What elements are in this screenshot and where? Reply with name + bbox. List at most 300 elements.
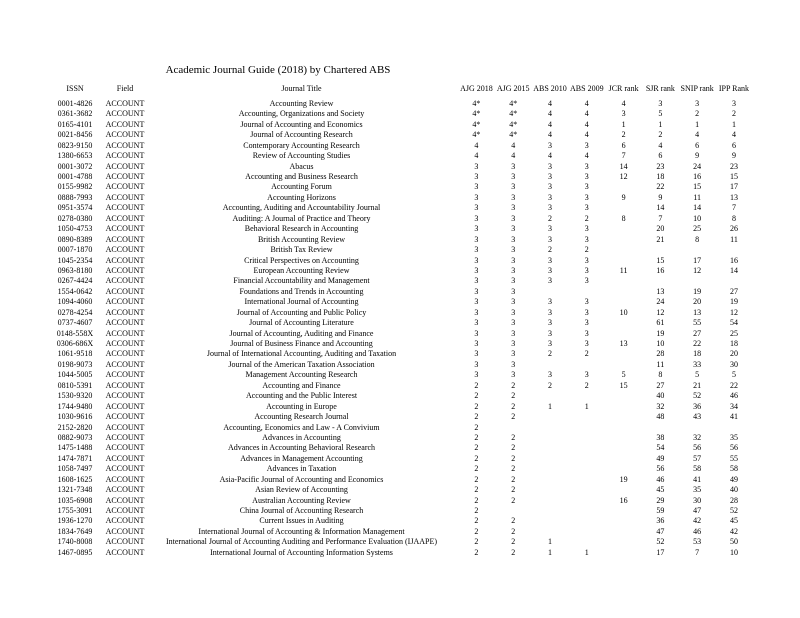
- table-row: [45, 203, 752, 213]
- cell-ipp-rank: 42: [729, 526, 738, 536]
- cell-ajg-2018: 2: [474, 547, 479, 557]
- cell-ajg-2018: 2: [474, 391, 479, 401]
- cell-abs-2009: [568, 423, 605, 433]
- cell-ajg-2015: 2: [511, 443, 516, 453]
- cell-snip-rank: 32: [693, 432, 702, 442]
- cell-journal-title: Advances in Accounting: [262, 432, 341, 442]
- cell-field: ACCOUNT: [105, 213, 145, 223]
- cell-sjr-rank: 56: [656, 464, 665, 474]
- cell-ajg-2018: 3: [474, 255, 479, 265]
- cell-issn: 0007-1870: [57, 245, 93, 255]
- table-row: [45, 464, 752, 474]
- cell-issn: 1030-9616: [57, 412, 93, 422]
- table-row: [45, 381, 752, 391]
- cell-ajg-2018: 3: [474, 328, 479, 338]
- cell-snip-rank: 11: [693, 192, 702, 202]
- cell-issn: 1044-5005: [57, 370, 93, 380]
- cell-snip-rank: 56: [693, 443, 702, 453]
- cell-ajg-2018: 2: [474, 432, 479, 442]
- cell-ipp-rank: 26: [729, 224, 738, 234]
- cell-ajg-2015: 4*: [509, 119, 518, 129]
- cell-issn: 1045-2354: [57, 255, 93, 265]
- cell-abs-2009: [568, 454, 605, 464]
- cell-ajg-2015: 3: [511, 307, 516, 317]
- cell-abs-2009: 3: [584, 297, 589, 307]
- cell-issn: 0001-4826: [57, 98, 93, 108]
- cell-abs-2010: [532, 412, 569, 422]
- cell-journal-title: Journal of International Accounting, Auditing and Taxation: [206, 349, 397, 359]
- cell-journal-title: International Journal of Accounting Auditing and Performance Evaluation (IJAAPE): [165, 537, 438, 547]
- cell-issn: 1475-1488: [57, 443, 93, 453]
- cell-sjr-rank: 54: [656, 443, 665, 453]
- cell-ipp-rank: 45: [729, 516, 738, 526]
- cell-ajg-2015: 2: [511, 401, 516, 411]
- column-header-field: Field: [116, 84, 134, 93]
- cell-jcr-rank: 8: [621, 213, 626, 223]
- cell-ajg-2015: 2: [511, 516, 516, 526]
- cell-abs-2009: 3: [584, 339, 589, 348]
- cell-abs-2010: 2: [547, 380, 552, 390]
- table-row: [45, 297, 752, 307]
- cell-field: ACCOUNT: [105, 307, 145, 317]
- cell-snip-rank: 18: [693, 349, 702, 359]
- cell-abs-2010: [532, 496, 569, 506]
- table-row: [45, 99, 752, 109]
- table-row: [45, 276, 752, 286]
- cell-abs-2009: 1: [584, 401, 589, 411]
- cell-abs-2009: 3: [584, 203, 589, 213]
- cell-snip-rank: 5: [695, 370, 700, 380]
- cell-jcr-rank: [605, 423, 642, 433]
- cell-field: ACCOUNT: [105, 370, 145, 380]
- table-row: [45, 193, 752, 203]
- cell-issn: 0021-8456: [57, 130, 93, 140]
- cell-abs-2009: 3: [584, 140, 589, 150]
- cell-sjr-rank: 18: [656, 172, 665, 181]
- cell-ajg-2015: 3: [511, 349, 516, 359]
- cell-issn: 1467-0895: [57, 547, 93, 557]
- table-body: [45, 99, 752, 558]
- cell-ipp-rank: 34: [729, 401, 738, 411]
- cell-snip-rank: 16: [693, 172, 702, 181]
- cell-abs-2009: [568, 360, 605, 370]
- table-row: [45, 318, 752, 328]
- cell-ajg-2018: 3: [474, 265, 479, 275]
- cell-abs-2009: 4: [584, 151, 589, 161]
- cell-field: ACCOUNT: [105, 453, 145, 463]
- cell-abs-2009: 1: [584, 547, 589, 557]
- cell-snip-rank: 2: [695, 109, 700, 119]
- cell-abs-2010: 3: [547, 161, 552, 171]
- cell-issn: 0882-9073: [57, 432, 93, 442]
- cell-snip-rank: 10: [693, 213, 702, 223]
- cell-journal-title: Accounting, Organizations and Society: [238, 109, 365, 119]
- cell-abs-2009: 3: [584, 370, 589, 380]
- cell-snip-rank: 3: [695, 98, 700, 108]
- cell-issn: 0823-9150: [57, 140, 93, 150]
- cell-abs-2009: [568, 516, 605, 526]
- cell-snip-rank: 19: [693, 286, 702, 296]
- cell-sjr-rank: 28: [656, 349, 665, 359]
- cell-ajg-2015: 3: [511, 265, 516, 275]
- cell-jcr-rank: [605, 464, 642, 474]
- cell-ajg-2015: 3: [511, 245, 516, 255]
- cell-abs-2009: [568, 527, 605, 537]
- cell-sjr-rank: 19: [656, 328, 665, 338]
- cell-abs-2009: [568, 443, 605, 453]
- cell-abs-2010: [532, 443, 569, 453]
- cell-issn: 1058-7497: [57, 464, 93, 474]
- cell-issn: 1050-4753: [57, 224, 93, 234]
- cell-field: ACCOUNT: [105, 474, 145, 484]
- cell-snip-rank: 52: [693, 391, 702, 401]
- table-row: [45, 548, 752, 558]
- cell-ajg-2018: 4: [474, 151, 479, 161]
- column-header-ajg-2018: AJG 2018: [460, 84, 493, 93]
- table-row: [45, 120, 752, 130]
- cell-issn: 0890-8389: [57, 234, 93, 244]
- cell-journal-title: Journal of Business Finance and Accounting: [230, 339, 373, 348]
- cell-jcr-rank: [605, 454, 642, 464]
- cell-journal-title: Current Issues in Auditing: [259, 516, 344, 526]
- cell-field: ACCOUNT: [105, 265, 145, 275]
- table-row: [45, 329, 752, 339]
- cell-snip-rank: 46: [693, 526, 702, 536]
- cell-ajg-2015: 3: [511, 286, 516, 296]
- cell-sjr-rank: 17: [656, 547, 665, 557]
- cell-ajg-2018: 4*: [472, 130, 481, 140]
- cell-snip-rank: 30: [693, 495, 702, 505]
- cell-ipp-rank: 12: [729, 307, 738, 317]
- cell-sjr-rank: 10: [656, 339, 665, 348]
- cell-abs-2010: 2: [547, 245, 552, 255]
- cell-ipp-rank: 25: [729, 328, 738, 338]
- cell-ajg-2018: 3: [474, 161, 479, 171]
- cell-snip-rank: 20: [693, 297, 702, 307]
- cell-ipp-rank: 28: [729, 495, 738, 505]
- cell-ajg-2018: 3: [474, 370, 479, 380]
- cell-abs-2009: [568, 506, 605, 516]
- cell-abs-2010: 3: [547, 140, 552, 150]
- table-row: [45, 402, 752, 412]
- cell-abs-2009: 3: [584, 318, 589, 328]
- cell-issn: 1474-7871: [57, 453, 93, 463]
- cell-ajg-2015: 2: [511, 537, 516, 547]
- cell-abs-2009: 2: [584, 380, 589, 390]
- cell-journal-title: Asia-Pacific Journal of Accounting and Economics: [219, 474, 384, 484]
- cell-field: ACCOUNT: [105, 318, 145, 328]
- cell-abs-2010: 3: [547, 339, 552, 348]
- column-header-abs-2010: ABS 2010: [533, 84, 567, 93]
- cell-ipp-rank: 46: [729, 391, 738, 401]
- cell-abs-2010: 1: [547, 547, 552, 557]
- cell-journal-title: Contemporary Accounting Research: [243, 140, 360, 150]
- cell-ipp-rank: 41: [729, 412, 738, 422]
- cell-abs-2010: 4: [547, 151, 552, 161]
- table-row: [45, 245, 752, 255]
- cell-ajg-2018: 3: [474, 359, 479, 369]
- cell-ajg-2015: 3: [511, 172, 516, 181]
- cell-ipp-rank: 35: [729, 432, 738, 442]
- cell-jcr-rank: [605, 537, 642, 547]
- cell-journal-title: Accounting and Business Research: [245, 172, 358, 181]
- cell-journal-title: Journal of Accounting Literature: [249, 318, 354, 328]
- table-row: [45, 360, 752, 370]
- table-row: [45, 443, 752, 453]
- cell-snip-rank: 21: [693, 380, 702, 390]
- cell-ajg-2018: 3: [474, 276, 479, 286]
- cell-ajg-2018: 3: [474, 213, 479, 223]
- cell-abs-2010: [532, 527, 569, 537]
- table-row: [45, 506, 752, 516]
- cell-abs-2010: [532, 423, 569, 433]
- cell-jcr-rank: 10: [619, 307, 628, 317]
- cell-issn: 0001-4788: [57, 172, 93, 181]
- cell-snip-rank: 47: [693, 506, 702, 515]
- cell-ajg-2015: 3: [511, 359, 516, 369]
- cell-field: ACCOUNT: [105, 391, 145, 401]
- table-row: [45, 412, 752, 422]
- cell-jcr-rank: [605, 287, 642, 297]
- cell-sjr-rank: 46: [656, 474, 665, 484]
- cell-journal-title: Accounting, Economics and Law - A Convivium: [223, 422, 380, 432]
- cell-field: ACCOUNT: [105, 443, 145, 453]
- cell-abs-2010: 2: [547, 213, 552, 223]
- cell-field: ACCOUNT: [105, 506, 145, 515]
- table-row: [45, 130, 752, 140]
- cell-abs-2010: 3: [547, 276, 552, 286]
- cell-issn: 1740-8008: [57, 537, 93, 547]
- cell-sjr-rank: 7: [658, 213, 663, 223]
- table-header-row: [45, 84, 752, 94]
- cell-jcr-rank: [605, 256, 642, 266]
- cell-jcr-rank: [605, 182, 642, 192]
- cell-snip-rank: 43: [693, 412, 702, 422]
- cell-journal-title: Financial Accountability and Management: [233, 276, 370, 286]
- cell-ipp-rank: 5: [731, 370, 736, 380]
- cell-sjr-rank: 40: [656, 391, 665, 401]
- cell-abs-2009: 3: [584, 172, 589, 181]
- table-row: [45, 151, 752, 161]
- cell-abs-2009: [568, 412, 605, 422]
- cell-abs-2010: [532, 464, 569, 474]
- cell-field: ACCOUNT: [105, 276, 145, 286]
- cell-ipp-rank: 54: [729, 318, 738, 328]
- cell-field: ACCOUNT: [105, 349, 145, 359]
- cell-field: ACCOUNT: [105, 286, 145, 296]
- cell-snip-rank: [679, 423, 716, 433]
- cell-field: ACCOUNT: [105, 98, 145, 108]
- cell-abs-2010: [532, 506, 569, 516]
- cell-jcr-rank: [605, 506, 642, 516]
- cell-ajg-2018: 3: [474, 339, 479, 348]
- table-row: [45, 485, 752, 495]
- cell-ipp-rank: 13: [729, 192, 738, 202]
- cell-ajg-2015: 3: [511, 318, 516, 328]
- cell-ipp-rank: [716, 423, 753, 433]
- cell-ajg-2018: 3: [474, 318, 479, 328]
- cell-snip-rank: [679, 245, 716, 255]
- cell-jcr-rank: [605, 402, 642, 412]
- table-row: [45, 454, 752, 464]
- cell-ajg-2015: 3: [511, 161, 516, 171]
- cell-field: ACCOUNT: [105, 401, 145, 411]
- cell-abs-2010: 3: [547, 182, 552, 192]
- cell-field: ACCOUNT: [105, 130, 145, 140]
- cell-sjr-rank: 20: [656, 224, 665, 234]
- cell-ajg-2018: 2: [474, 485, 479, 495]
- cell-ajg-2018: 2: [474, 422, 479, 432]
- cell-field: ACCOUNT: [105, 109, 145, 119]
- cell-abs-2009: [568, 537, 605, 547]
- table-row: [45, 256, 752, 266]
- cell-ajg-2018: 3: [474, 182, 479, 192]
- cell-ipp-rank: 55: [729, 453, 738, 463]
- cell-sjr-rank: 8: [658, 370, 663, 380]
- cell-snip-rank: 6: [695, 140, 700, 150]
- cell-snip-rank: 35: [693, 485, 702, 495]
- cell-abs-2010: 3: [547, 318, 552, 328]
- cell-issn: 1755-3091: [57, 506, 93, 515]
- cell-issn: 1321-7348: [57, 485, 93, 495]
- cell-ajg-2015: 3: [511, 255, 516, 265]
- cell-abs-2009: [568, 475, 605, 485]
- column-header-abs-2009: ABS 2009: [570, 84, 604, 93]
- cell-journal-title: Advances in Accounting Behavioral Research: [227, 443, 376, 453]
- cell-issn: 0278-0380: [57, 213, 93, 223]
- cell-abs-2009: [568, 485, 605, 495]
- cell-abs-2009: 4: [584, 109, 589, 119]
- cell-ajg-2015: 2: [511, 453, 516, 463]
- cell-ajg-2018: 3: [474, 297, 479, 307]
- cell-ajg-2018: 2: [474, 495, 479, 505]
- cell-ajg-2015: 3: [511, 192, 516, 202]
- cell-field: ACCOUNT: [105, 516, 145, 526]
- cell-journal-title: European Accounting Review: [253, 265, 350, 275]
- cell-issn: 0278-4254: [57, 307, 93, 317]
- cell-ajg-2018: 3: [474, 203, 479, 213]
- cell-ajg-2018: 2: [474, 516, 479, 526]
- cell-ajg-2015: 3: [511, 182, 516, 192]
- cell-jcr-rank: 3: [621, 109, 626, 119]
- table-row: [45, 224, 752, 234]
- cell-sjr-rank: 24: [656, 297, 665, 307]
- cell-ipp-rank: 22: [729, 380, 738, 390]
- cell-sjr-rank: [642, 423, 679, 433]
- cell-ajg-2018: 2: [474, 526, 479, 536]
- table-row: [45, 109, 752, 119]
- cell-ipp-rank: 16: [729, 255, 738, 265]
- cell-ipp-rank: 17: [729, 182, 738, 192]
- cell-jcr-rank: [605, 245, 642, 255]
- column-header-jcr-rank: JCR rank: [608, 84, 639, 93]
- cell-issn: 0361-3682: [57, 109, 93, 119]
- cell-issn: 0737-4607: [57, 318, 93, 328]
- cell-jcr-rank: [605, 203, 642, 213]
- cell-snip-rank: 57: [693, 453, 702, 463]
- cell-issn: 2152-2820: [57, 422, 93, 432]
- cell-snip-rank: 25: [693, 224, 702, 234]
- cell-ajg-2018: 3: [474, 286, 479, 296]
- cell-ajg-2015: 2: [511, 474, 516, 484]
- cell-sjr-rank: 47: [656, 526, 665, 536]
- column-header-issn: ISSN: [66, 84, 84, 93]
- cell-jcr-rank: 4: [621, 98, 626, 108]
- cell-ipp-rank: [716, 245, 753, 255]
- cell-field: ACCOUNT: [105, 422, 145, 432]
- cell-journal-title: Accounting Forum: [271, 182, 332, 192]
- cell-ipp-rank: 11: [730, 234, 738, 244]
- cell-journal-title: British Accounting Review: [257, 234, 346, 244]
- cell-abs-2009: 3: [584, 234, 589, 244]
- cell-snip-rank: 4: [695, 130, 700, 140]
- cell-ajg-2015: 3: [511, 203, 516, 213]
- cell-abs-2010: 3: [547, 255, 552, 265]
- cell-ajg-2015: 3: [511, 370, 516, 380]
- cell-ajg-2018: 2: [474, 412, 479, 422]
- cell-ipp-rank: 2: [731, 109, 736, 119]
- cell-ipp-rank: 52: [729, 506, 738, 515]
- cell-sjr-rank: 22: [656, 182, 665, 192]
- cell-sjr-rank: 21: [656, 234, 665, 244]
- cell-ajg-2015: 2: [511, 391, 516, 401]
- cell-jcr-rank: 13: [619, 339, 628, 348]
- cell-journal-title: International Journal of Accounting: [244, 297, 359, 307]
- cell-sjr-rank: 48: [656, 412, 665, 422]
- cell-ajg-2015: [495, 506, 532, 516]
- cell-sjr-rank: 23: [656, 161, 665, 171]
- cell-abs-2010: 3: [547, 192, 552, 202]
- cell-abs-2009: [568, 287, 605, 297]
- cell-sjr-rank: 36: [656, 516, 665, 526]
- cell-field: ACCOUNT: [105, 234, 145, 244]
- cell-abs-2010: 3: [547, 224, 552, 234]
- cell-sjr-rank: 38: [656, 432, 665, 442]
- cell-jcr-rank: 7: [621, 151, 626, 161]
- cell-abs-2009: 4: [584, 98, 589, 108]
- cell-sjr-rank: 11: [656, 359, 665, 369]
- table-row: [45, 287, 752, 297]
- cell-abs-2010: 3: [547, 234, 552, 244]
- cell-sjr-rank: 27: [656, 380, 665, 390]
- cell-field: ACCOUNT: [105, 485, 145, 495]
- cell-snip-rank: 22: [693, 339, 702, 348]
- cell-ajg-2018: 3: [474, 192, 479, 202]
- cell-snip-rank: 13: [693, 307, 702, 317]
- cell-ajg-2018: 3: [474, 245, 479, 255]
- cell-snip-rank: 55: [693, 318, 702, 328]
- cell-field: ACCOUNT: [105, 224, 145, 234]
- cell-issn: 1744-9480: [57, 401, 93, 411]
- cell-ajg-2018: 2: [474, 443, 479, 453]
- cell-abs-2009: [568, 496, 605, 506]
- cell-ajg-2015: 3: [511, 339, 516, 348]
- cell-journal-title: Review of Accounting Studies: [252, 151, 351, 161]
- cell-journal-title: Abacus: [289, 161, 314, 171]
- cell-journal-title: Accounting Horizons: [267, 192, 336, 202]
- cell-snip-rank: 9: [695, 151, 700, 161]
- cell-abs-2009: 3: [584, 265, 589, 275]
- cell-jcr-rank: [605, 527, 642, 537]
- cell-field: ACCOUNT: [105, 297, 145, 307]
- cell-jcr-rank: 12: [619, 172, 628, 181]
- cell-ajg-2015: 3: [511, 213, 516, 223]
- cell-field: ACCOUNT: [105, 328, 145, 338]
- cell-journal-title: Accounting, Auditing and Accountability Journal: [222, 203, 381, 213]
- cell-ajg-2015: 2: [511, 547, 516, 557]
- cell-ipp-rank: 3: [731, 98, 736, 108]
- cell-ipp-rank: 30: [729, 359, 738, 369]
